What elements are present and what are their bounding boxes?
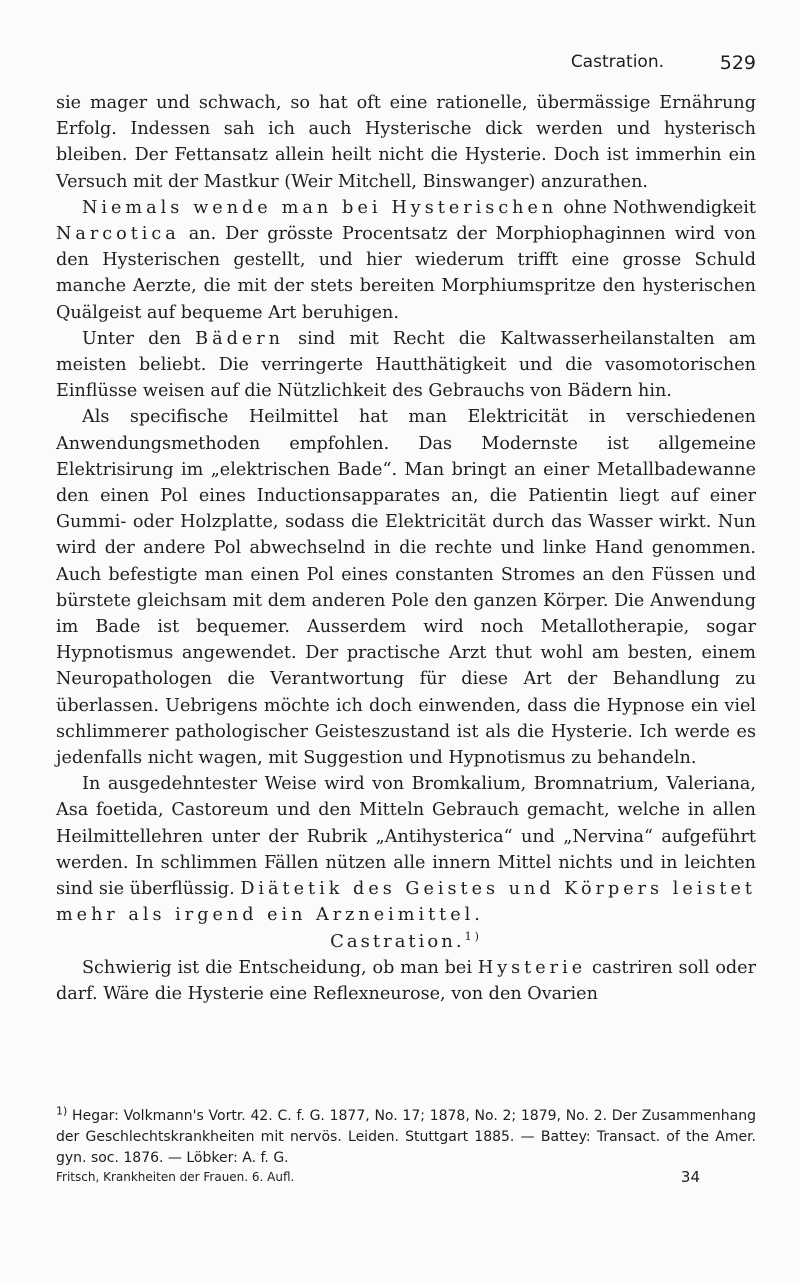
main-text <box>56 90 756 1007</box>
paragraph-heilmittel <box>56 771 756 928</box>
paragraph-mastkur: sie mager und schwach, so hat oft eine rationelle, übermässige Ernährung Erfolg. Indessen sah ich auch Hysterische dick werden und hysterisch bleiben. Der Fettansatz allein heilt nicht die Hysterie. Doch ist immerhin ein Versuch mit der Mastkur (Weir Mitchell, Binswanger) anzurathen. <box>56 93 756 192</box>
spaced-emphasis: Diätetik des Geistes und Körpers leistet mehr als irgend ein Arzneimittel. <box>56 879 756 926</box>
signature-number: 34 <box>680 1168 700 1186</box>
page-number: 529 <box>719 52 756 74</box>
text-run: ohne Nothwendigkeit <box>557 197 757 218</box>
text-run: Schwierig ist die Entscheidung, ob man bei <box>82 957 478 978</box>
spaced-emphasis: Hysterie <box>477 957 587 978</box>
footnote-text: Hegar: Volkmann's Vortr. 42. C. f. G. 1877, No. 17; 1878, No. 2; 1879, No. 2. Der Zusammenhang der Geschlechtskrankheiten mit nervös. Leiden. Stuttgart 1885. — Battey: Transact. of the Amer. gyn. soc. 1876. — Löbker: A. f. G. <box>56 1108 757 1166</box>
paragraph-castration <box>56 955 756 1007</box>
spaced-emphasis: Bädern <box>195 328 285 349</box>
text-run: castriren soll oder darf. Wäre die Hysterie eine Reflexneurose, von den Ovarien <box>56 957 756 1004</box>
paragraph-narcotica <box>56 195 756 326</box>
paragraph-elektricitaet: Als specifische Heilmittel hat man Elektricität in verschiedenen Anwendungsmethoden empfohlen. Das Modernste ist allgemeine Elektrisirung im „elektrischen Bade“. Man bringt an einer Metallbadewanne den einen Pol eines Inductionsapparates an, die Patientin liegt auf einer Gummi- oder Holzplatte, sodass die Elektricität durch das Wasser wirkt. Nun wird der andere Pol abwechselnd in die rechte und linke Hand genommen. Auch befestigte man einen Pol eines constanten Stromes an den Füssen und bürstete gleichsam mit dem anderen Pole den ganzen Körper. Die Anwendung im Bade ist bequemer. Ausserdem wird noch Metallotherapie, sogar Hypnotismus angewendet. Der practische Arzt thut wohl am besten, einem Neuropathologen die Verantwortung für diese Art der Behandlung zu überlassen. Uebrigens möchte ich doch einwenden, dass die Hypnose ein viel schlimmerer pathologischer Geisteszustand ist als die Hysterie. Ich werde es jedenfalls nicht wagen, mit Suggestion und Hypnotismus zu behandeln. <box>56 407 756 769</box>
section-heading <box>56 929 756 955</box>
text-run: sind mit Recht die Kaltwasserheilanstalten am meisten beliebt. Die verringerte Hautthätigkeit und die vasomotorischen Einflüsse weisen auf die Nützlichkeit des Gebrauchs von Bädern hin. <box>56 328 756 402</box>
text-run: In ausgedehntester Weise wird von Bromkalium, Bromnatrium, Valeriana, Asa foetida, Castoreum und den Mitteln Gebrauch gemacht, welche in allen Heilmittellehren unter der Rubrik „Antihysterica“ und „Nervina“ aufgeführt werden. In schlimmen Fällen nützen alle innern Mittel nichts und in leichten sind sie überflüssig. <box>56 774 756 900</box>
running-head <box>56 52 756 76</box>
footnote-reference: 1) <box>464 929 482 943</box>
paragraph-baeder <box>56 326 756 405</box>
footnote <box>56 1106 756 1169</box>
footnotes <box>56 1106 756 1169</box>
running-title: Castration. <box>570 52 664 72</box>
text-run: Unter den <box>82 328 196 349</box>
section-heading-text: Castration. <box>330 930 465 952</box>
footnote-mark: 1) <box>56 1104 68 1118</box>
signature-text: Fritsch, Krankheiten der Frauen. 6. Aufl. <box>56 1170 295 1184</box>
spaced-emphasis: Niemals wende man bei Hysterischen <box>82 197 558 218</box>
spaced-emphasis: Narcotica <box>56 224 180 245</box>
text-run: an. Der grösste Procentsatz der Morphiophaginnen wird von den Hysterischen gestellt, und hier wiederum trifft eine grosse Schuld manche Aerzte, die mit der stets bereiten Morphiumspritze den hysterischen Quälgeist auf bequeme Art beruhigen. <box>56 224 756 323</box>
